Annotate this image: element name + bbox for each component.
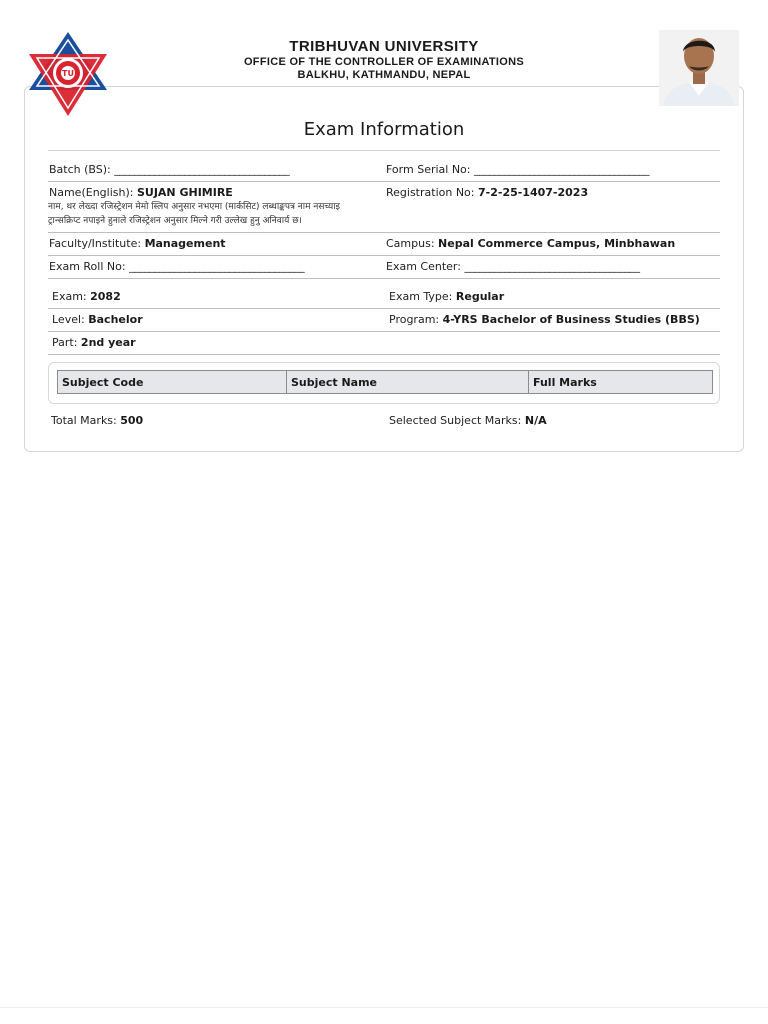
student-photo — [659, 30, 739, 106]
total-marks-label: Total Marks: — [51, 414, 117, 427]
exam-info-card — [24, 86, 744, 452]
row-part — [48, 336, 720, 355]
header-subject-code: Subject Code — [58, 371, 287, 394]
part-field — [52, 336, 136, 349]
row-faculty — [48, 237, 720, 256]
level-field — [52, 313, 143, 326]
name-field — [49, 186, 233, 199]
registration-value: 7-2-25-1407-2023 — [478, 186, 589, 199]
card-title: Exam Information — [303, 119, 465, 140]
page-header — [0, 0, 768, 100]
header-full-marks: Full Marks — [529, 371, 713, 394]
total-marks-field — [51, 414, 143, 427]
svg-text:TU: TU — [62, 69, 74, 78]
registration-label: Registration No: — [386, 186, 475, 199]
subject-table — [57, 370, 713, 394]
header-subject-name: Subject Name — [287, 371, 529, 394]
name-value: SUJAN GHIMIRE — [136, 186, 233, 199]
program-label: Program: — [389, 313, 440, 326]
total-marks-value: 500 — [120, 414, 144, 427]
exam-value: 2082 — [90, 290, 121, 303]
row-level — [48, 313, 720, 332]
selected-marks-label: Selected Subject Marks: — [389, 414, 522, 427]
roll-label: Exam Roll No: — [49, 260, 126, 273]
subject-table-header-row — [58, 371, 713, 394]
roll-value: ___________________________________ — [129, 260, 305, 273]
nepali-note-line2: ट्रान्सक्रिप्ट नपाइने हुनाले रजिस्ट्रेशन अनुसार मिल्ने गरी उल्लेख हुनु अनिवार्य छ। — [48, 216, 302, 226]
center-value: ___________________________________ — [464, 260, 640, 273]
row-exam — [48, 290, 720, 309]
batch-label: Batch (BS): — [49, 163, 111, 176]
form-serial-field — [386, 163, 649, 176]
campus-label: Campus: — [386, 237, 435, 250]
faculty-field — [49, 237, 226, 250]
selected-marks-value: N/A — [524, 414, 547, 427]
page-bottom-divider — [0, 1007, 768, 1008]
campus-field — [386, 237, 675, 250]
faculty-value: Management — [144, 237, 226, 250]
center-label: Exam Center: — [386, 260, 461, 273]
roll-field — [49, 260, 304, 273]
row-batch — [48, 163, 720, 182]
subject-table-container — [48, 362, 720, 404]
exam-type-field — [389, 290, 504, 303]
batch-value: ___________________________________ — [114, 163, 290, 176]
header-titles — [0, 38, 768, 81]
level-value: Bachelor — [88, 313, 143, 326]
center-field — [386, 260, 639, 273]
university-name: TRIBHUVAN UNIVERSITY — [289, 38, 479, 55]
office-address: BALKHU, KATHMANDU, NEPAL — [297, 69, 471, 81]
exam-type-value: Regular — [455, 290, 505, 303]
part-label: Part: — [52, 336, 78, 349]
program-field — [389, 313, 700, 326]
campus-value: Nepal Commerce Campus, Minbhawan — [438, 237, 676, 250]
registration-field — [386, 186, 588, 199]
form-serial-label: Form Serial No: — [386, 163, 471, 176]
exam-type-label: Exam Type: — [389, 290, 453, 303]
form-serial-value: ___________________________________ — [474, 163, 649, 176]
title-divider — [48, 150, 720, 151]
row-roll — [48, 260, 720, 279]
batch-field — [49, 163, 289, 176]
nepali-note-line1: नाम, थर लेख्दा रजिस्ट्रेशन मेमो स्लिप अनुसार नभएमा (मार्कसिट) लब्धाङ्कपत्र नाम नसच्याइ — [48, 202, 340, 212]
exam-label: Exam: — [52, 290, 87, 303]
program-value: 4-YRS Bachelor of Business Studies (BBS) — [442, 313, 700, 326]
faculty-label: Faculty/Institute: — [49, 237, 142, 250]
office-name: OFFICE OF THE CONTROLLER OF EXAMINATIONS — [243, 56, 525, 68]
selected-marks-field — [389, 414, 547, 427]
level-label: Level: — [52, 313, 85, 326]
name-label: Name(English): — [49, 186, 134, 199]
row-name — [48, 186, 720, 233]
part-value: 2nd year — [80, 336, 136, 349]
exam-field — [52, 290, 121, 303]
